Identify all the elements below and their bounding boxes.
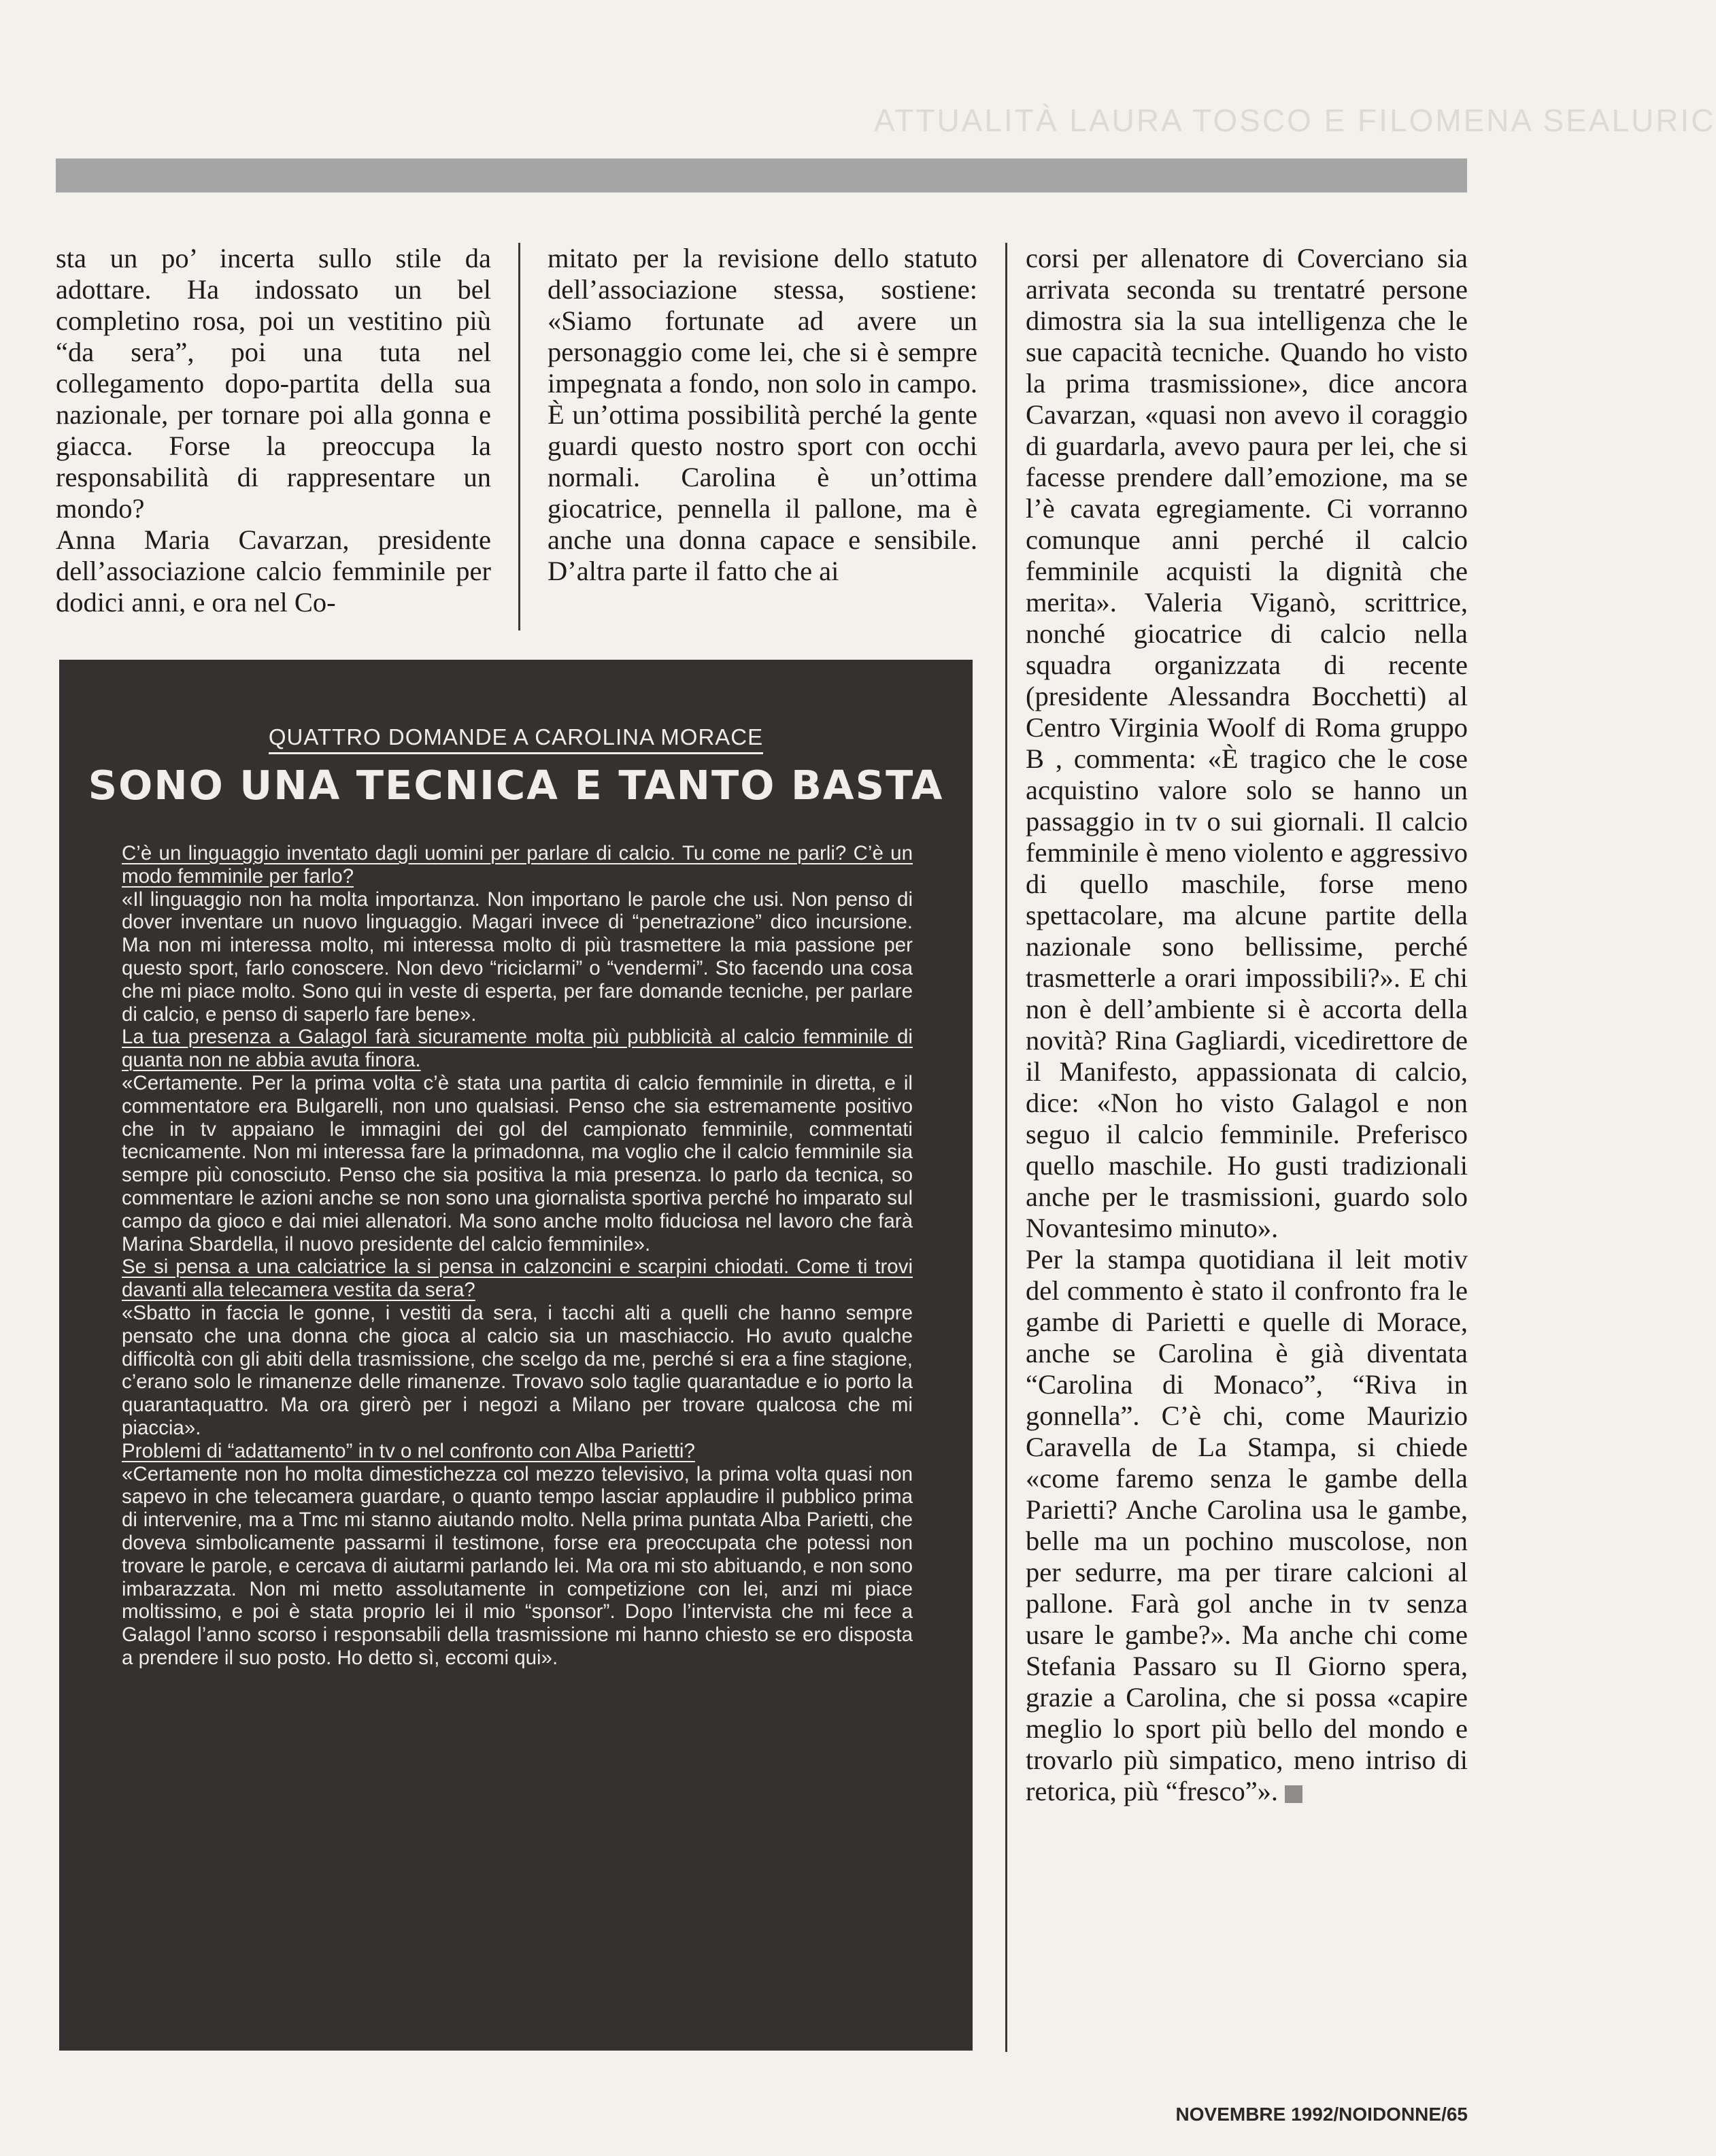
interview-headline: SONO UNA TECNICA E TANTO BASTA: [88, 762, 944, 809]
end-mark-icon: [1285, 1785, 1302, 1803]
interview-question: Problemi di “adattamento” in tv o nel confronto con Alba Parietti?: [122, 1439, 695, 1462]
interview-kicker: QUATTRO DOMANDE A CAROLINA MORACE: [59, 724, 973, 750]
article-column-1: [56, 243, 491, 618]
article-column-3: [1026, 243, 1468, 1807]
article-paragraph: sta un po’ incerta sullo stile da adottare. Ha indossato un bel completino rosa, poi un vestitino più “da sera”, poi una tuta nel collegamento dopo-partita della sua nazionale, per tornare poi alla gonna e giacca. Forse la preoccupa la responsabilità di rappresentare un mondo?: [56, 243, 491, 524]
page-footer: NOVEMBRE 1992/NOIDONNE/65: [1175, 2104, 1468, 2125]
article-paragraph: Per la stampa quotidiana il leit motiv del commento è stato il confronto fra le gambe di Parietti e quelle di Morace, anche se Carolina è già diventata “Carolina di Monaco”, “Riva in gonnella”. C’è chi, come Maurizio Caravella de La Stampa, si chiede «come faremo senza le gambe della Parietti? Anche Carolina usa le gambe, belle ma un pochino muscolose, non per sedurre, ma per tirare calcioni al pallone. Farà gol anche in tv senza usare le gambe?». Ma anche chi come Stefania Passaro su Il Giorno spera, grazie a Carolina, che si possa «capire meglio lo sport più bello del mondo e trovarlo più simpatico, meno intriso di retorica, più “fresco”».: [1026, 1244, 1468, 1806]
article-paragraph: mitato per la revisione dello statuto dell’associazione stessa, sostiene: «Siamo fortunate ad avere un personaggio come lei, che si è sempre impegnata a fondo, non solo in campo. È un’ottima possibilità perché la gente guardi questo nostro sport con occhi normali. Carolina è un’ottima giocatrice, pennella il pallone, ma è anche una donna capace e sensibile. D’altra parte il fatto che ai: [548, 243, 977, 586]
column-divider: [1005, 243, 1007, 2052]
article-paragraph: Anna Maria Cavarzan, presidente dell’associazione calcio femminile per dodici anni, e ora nel Co-: [56, 524, 491, 618]
interview-answer: «Certamente non ho molta dimestichezza col mezzo televisivo, la prima volta quasi non sapevo in che telecamera guardare, o quanto tempo lasciar applaudire il pubblico prima di intervenire, ma a Tmc mi stanno aiutando molto. Nella prima puntata Alba Parietti, che doveva simbolicamente passarmi il testimone, forse era preoccupata che potessi non trovare le parole, e cercava di aiutarmi parlando lei. Ma ora mi sto abituando, e non sono imbarazzata. Non mi metto assolutamente in competizione con lei, anzi mi piace moltissimo, e poi è stata proprio lei il mio “sponsor”. Dopo l’intervista che mi fece a Galagol l’anno scorso i responsabili della trasmissione mi hanno chiesto se ero disposta a prendere il suo posto. Ho detto sì, eccomi qui».: [122, 1462, 913, 1669]
interview-answer: «Sbatto in faccia le gonne, i vestiti da sera, i tacchi alti a quelli che hanno sempre pensato che una donna che gioca al calcio sia un maschiaccio. Ho avuto qualche difficoltà con gli abiti della trasmissione, che scelgo da me, perché si era a fine stagione, c’erano solo le rimanenze delle rimanenze. Trovavo solo taglie quarantadue e io porto la quarantaquattro. Ma ora girerò per i negozi a Milano per trovare qualcosa che mi piaccia».: [122, 1301, 913, 1439]
interview-question: Se si pensa a una calciatrice la si pensa in calzoncini e scarpini chiodati. Come ti trovi davanti alla telecamera vestita da sera?: [122, 1256, 913, 1302]
interview-box: [59, 660, 973, 2051]
running-head-ghost: ATTUALITÀ LAURA TOSCO E FILOMENA SEALURIC: [874, 103, 1716, 138]
column-divider: [518, 243, 520, 630]
interview-answer: «Il linguaggio non ha molta importanza. Non importano le parole che usi. Non penso di dover inventare un nuovo linguaggio. Magari invece di “penetrazione” dico incursione. Ma non mi interessa molto, mi interessa molto di più trasmettere la mia passione per questo sport, farlo conoscere. Non devo “riciclarmi” o “vendermi”. Sto facendo una cosa che mi piace molto. Sono qui in veste di esperta, per fare domande tecniche, per parlare di calcio, e penso di saperlo fare bene».: [122, 888, 913, 1026]
interview-qa: [122, 842, 913, 1670]
article-paragraph: corsi per allenatore di Coverciano sia arrivata seconda su trentatré persone dimostra sia la sua intelligenza che le sue capacità tecniche. Quando ho visto la prima trasmissione», dice ancora Cavarzan, «quasi non avevo il coraggio di guardarla, avevo paura per lei, che si facesse prendere dall’emozione, ma se l’è cavata egregiamente. Ci vorranno comunque anni perché il calcio femminile acquisti la dignità che merita». Valeria Viganò, scrittrice, nonché giocatrice di calcio nella squadra organizzata di recente (presidente Alessandra Bocchetti) al Centro Virginia Woolf di Roma gruppo B , commenta: «È tragico che le cose acquistino valore solo se hanno un passaggio in tv o sui giornali. Il calcio femminile è meno violento e aggressivo di quello maschile, forse meno spettacolare, ma alcune partite della nazionale sono bellissime, perché trasmetterle a orari impossibili?». E chi non è dell’ambiente si è accorta della novità? Rina Gagliardi, vicedirettore de il Manifesto, appassionata di calcio, dice: «Non ho visto Galagol e non seguo il calcio femminile. Preferisco quello maschile. Ho gusti tradizionali anche per le trasmissioni, guardo solo Novantesimo minuto».: [1026, 243, 1468, 1243]
article-column-2: [548, 243, 977, 587]
interview-question: C’è un linguaggio inventato dagli uomini per parlare di calcio. Tu come ne parli? C’è un modo femminile per farlo?: [122, 842, 913, 888]
header-bar: [56, 158, 1467, 192]
interview-answer: «Certamente. Per la prima volta c’è stata una partita di calcio femminile in diretta, e il commentatore era Bulgarelli, non uno qualsiasi. Penso che sia estremamente positivo che in tv appaiano le immagini dei gol del campionato femminile, commentati tecnicamente. Non mi interessa fare la primadonna, ma voglio che il calcio femminile sia sempre più conosciuto. Penso che sia positiva la mia presenza. Io parlo da tecnica, so commentare le azioni anche se non sono una giornalista sportiva perché ho imparato sul campo da gioco e dai miei allenatori. Ma sono anche molto fiduciosa nel lavoro che farà Marina Sbardella, il nuovo presidente del calcio femminile».: [122, 1071, 913, 1256]
interview-question: La tua presenza a Galagol farà sicuramente molta più pubblicità al calcio femminile di quanta non ne abbia avuta finora.: [122, 1026, 913, 1072]
